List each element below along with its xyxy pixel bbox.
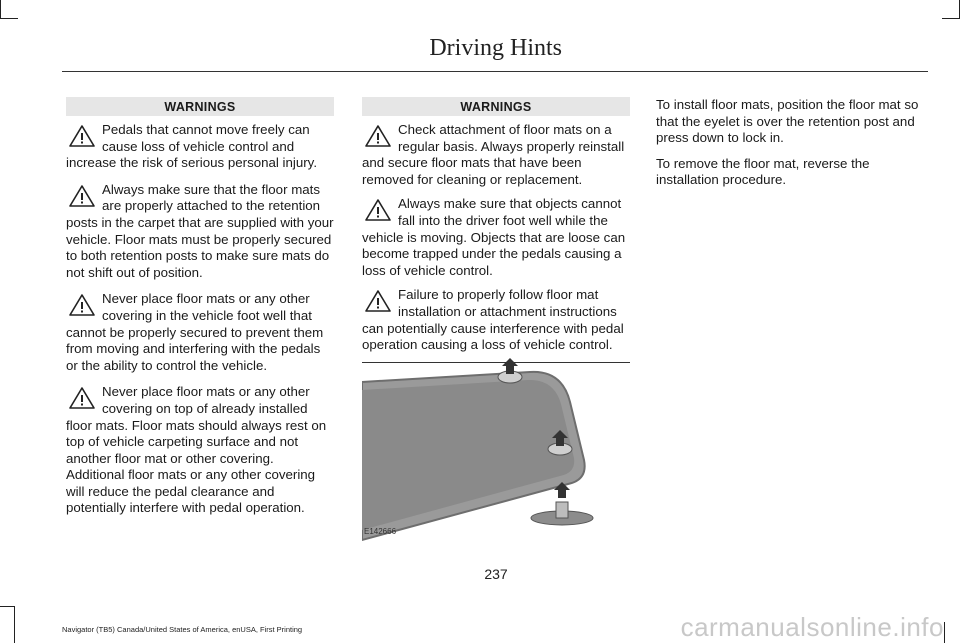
warning-triangle-icon xyxy=(364,289,392,313)
warnings-heading: WARNINGS xyxy=(66,97,334,116)
warning-item xyxy=(362,122,630,188)
floor-mat-illustration xyxy=(362,352,630,542)
page-number: 237 xyxy=(484,566,508,582)
warning-text: Check attachment of floor mats on a regular basis. Always properly reinstall and secure floor mats that have been removed for cleaning or replacement. xyxy=(362,122,625,187)
warning-text: Failure to properly follow floor mat installation or attachment instructions can potentially cause interference with pedal operation causing a loss of vehicle control. xyxy=(362,287,624,353)
warning-item xyxy=(362,287,630,353)
crop-mark xyxy=(14,606,15,643)
page-title: Driving Hints xyxy=(429,35,562,61)
warnings-heading: WARNINGS xyxy=(362,97,630,116)
warning-item xyxy=(362,196,630,279)
warning-text: Always make sure that objects cannot fall into the driver foot well while the vehicle is moving. Objects that are loose can become trapped under the pedals causing a loss of vehicle control. xyxy=(362,196,626,278)
crop-mark xyxy=(0,0,1,18)
floor-mat-drawing xyxy=(362,352,630,542)
warning-item xyxy=(66,384,334,517)
warning-item xyxy=(66,182,334,282)
install-paragraph: To install floor mats, position the floor mat so that the eyelet is over the retention post and press down to lock in. xyxy=(656,97,919,146)
warning-text: Never place floor mats or any other covering on top of already installed floor mats. Floor mats should always rest on top of vehicle carpeting surface and not another floor mat or other covering. Additional floor mats or any other covering will reduce the pedal clearance and potentially interfere with pedal operation. xyxy=(66,384,327,516)
footer-note: Navigator (TB5) Canada/United States of America, enUSA, First Printing xyxy=(62,625,303,634)
warning-text: Always make sure that the floor mats are properly attached to the retention posts in the carpet that are supplied with your vehicle. Floor mats must be properly secured to both retention posts to make sure mats do not shift out of position. xyxy=(66,181,334,280)
warnings-column-1 xyxy=(66,97,334,527)
crop-mark xyxy=(944,622,945,643)
warning-item xyxy=(66,122,334,172)
warning-text: Pedals that cannot move freely can cause loss of vehicle control and increase the risk of serious personal injury. xyxy=(66,122,318,171)
header-divider xyxy=(62,71,928,72)
crop-mark xyxy=(0,606,14,607)
instructions-column xyxy=(656,97,926,198)
warnings-column-2 xyxy=(362,97,630,363)
crop-mark xyxy=(0,18,18,19)
warning-triangle-icon xyxy=(68,386,96,410)
warning-triangle-icon xyxy=(68,184,96,208)
warning-triangle-icon xyxy=(68,293,96,317)
warning-text: Never place floor mats or any other covering in the vehicle foot well that cannot be properly secured to prevent them from moving and interfering with the pedals or the ability to control the vehicle. xyxy=(66,291,324,373)
warning-triangle-icon xyxy=(68,124,96,148)
warning-item xyxy=(66,291,334,374)
remove-paragraph: To remove the floor mat, reverse the installation procedure. xyxy=(656,155,870,188)
figure-label: E142666 xyxy=(364,527,397,536)
warning-triangle-icon xyxy=(364,124,392,148)
watermark: carmanualsonline.info xyxy=(680,612,944,642)
crop-mark xyxy=(942,18,960,19)
warning-triangle-icon xyxy=(364,198,392,222)
